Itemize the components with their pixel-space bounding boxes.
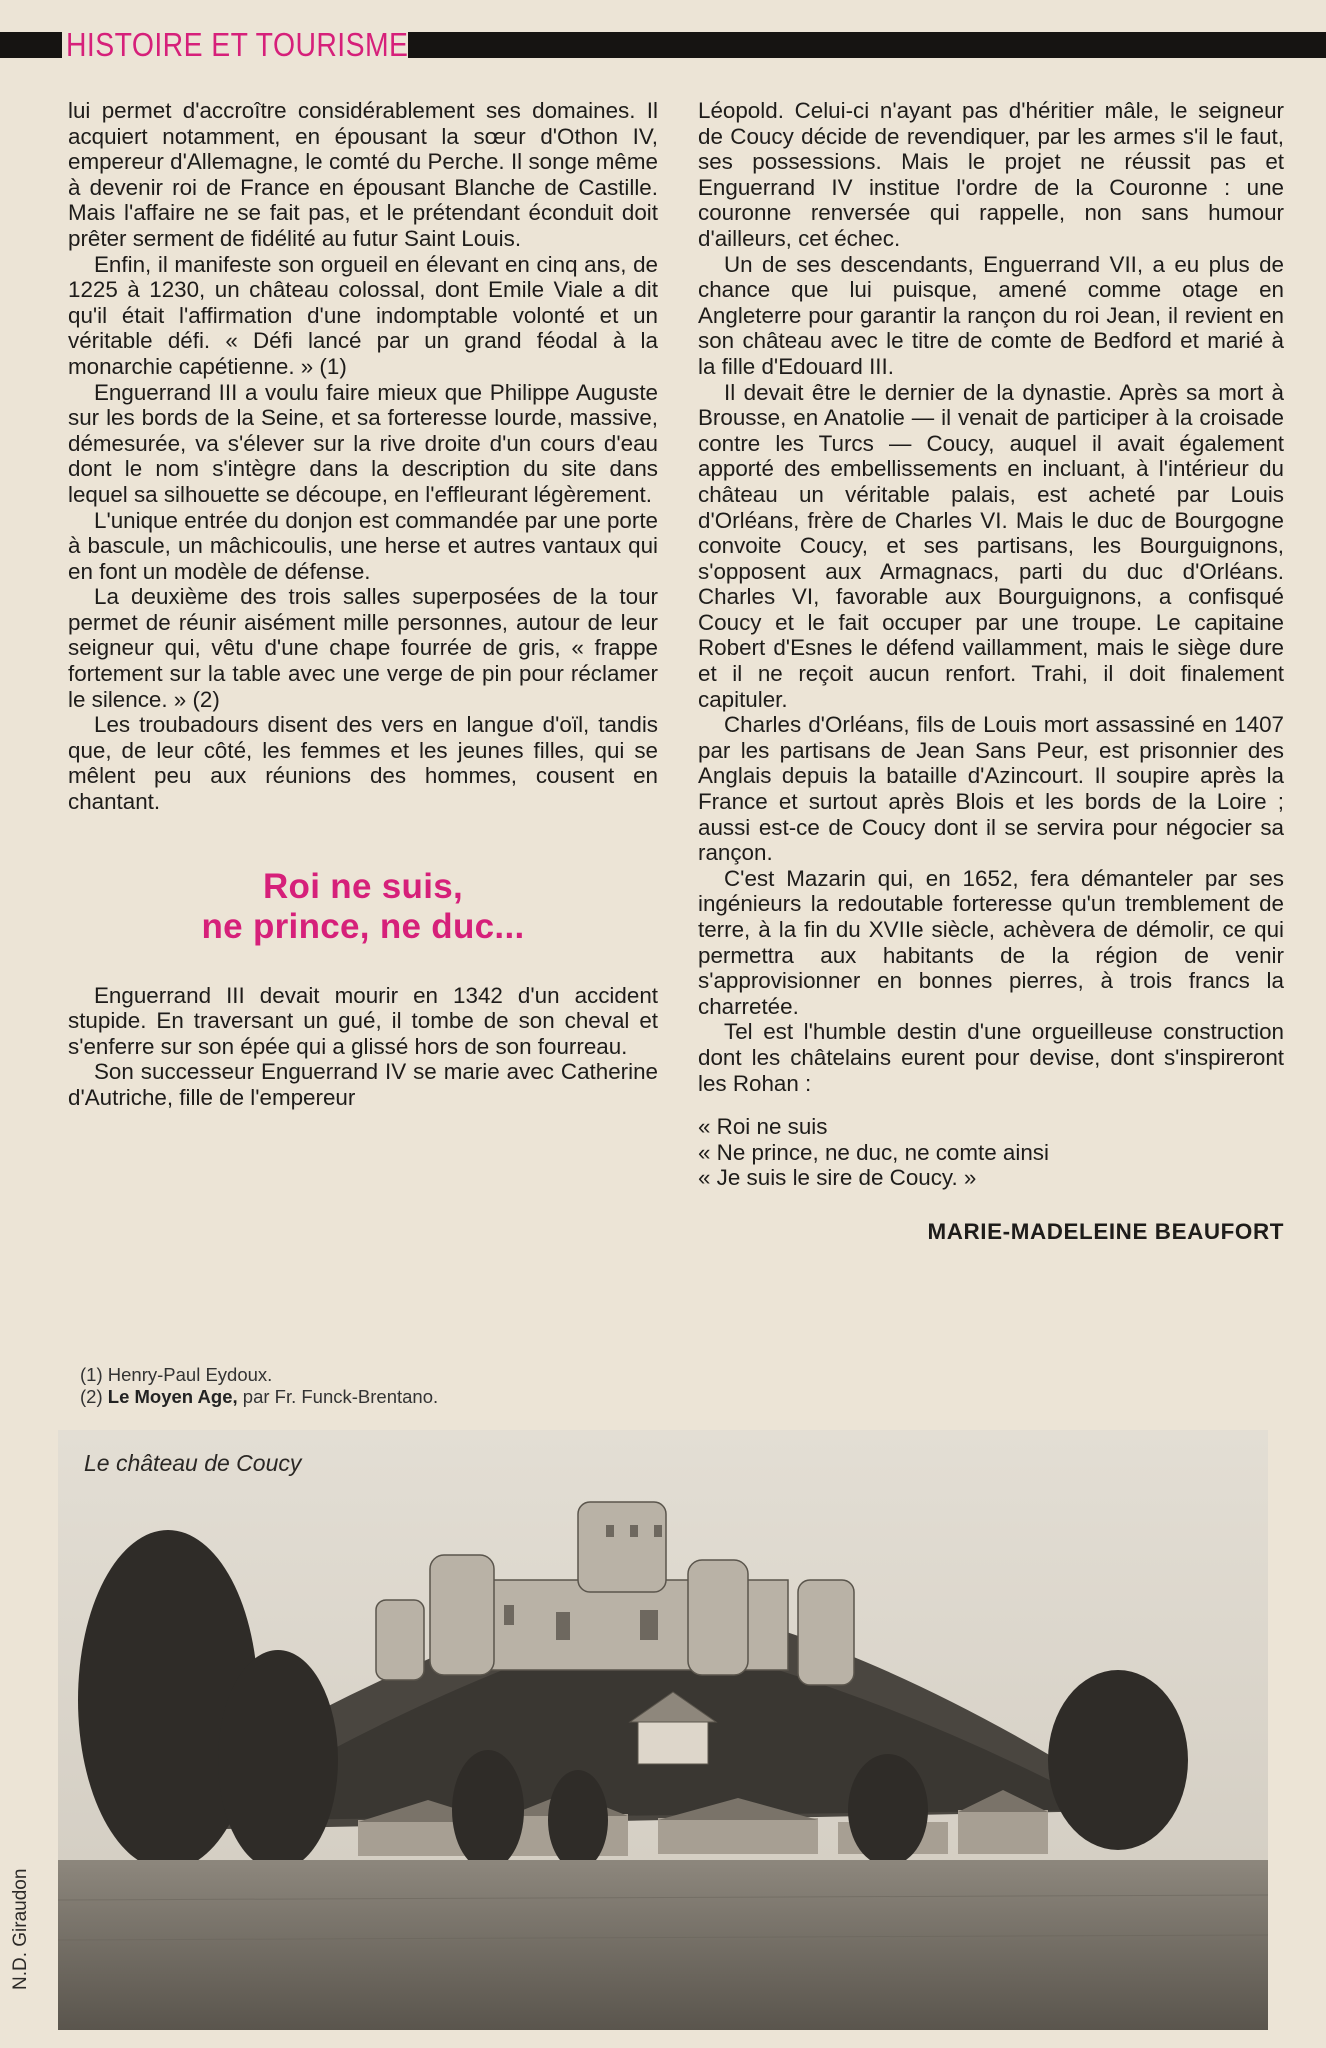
paragraph: Tel est l'humble destin d'une orgueilleuse construction dont les châtelains eurent pour devise, dont s'inspireront les Rohan : xyxy=(698,1019,1284,1096)
header-bar-right xyxy=(408,32,1326,58)
subheading-line-1: Roi ne suis, xyxy=(262,866,464,906)
paragraph: Enguerrand III a voulu faire mieux que Philippe Auguste sur les bords de la Seine, et sa forteresse lourde, massive, démesurée, va s'élever sur la rive droite d'un cours d'eau dont le nom s'intègre dans la description du site dans lequel sa silhouette se découpe, en l'effleurant légèrement. xyxy=(68,379,658,507)
subheading-line-2: ne prince, ne duc... xyxy=(201,906,525,946)
paragraph: Les troubadours disent des vers en langue d'oïl, tandis que, de leur côté, les femmes et les jeunes filles, qui se mêlent peu aux réunions des hommes, cousent en chantant. xyxy=(68,712,658,815)
footnote-2 xyxy=(80,1386,438,1408)
footnote-marker: (1) xyxy=(80,1364,103,1385)
paragraph: L'unique entrée du donjon est commandée par une porte à bascule, un mâchicoulis, une herse et autres vantaux qui en font un modèle de défense. xyxy=(68,507,658,584)
author-signature: MARIE-MADELEINE BEAUFORT xyxy=(927,1218,1284,1244)
section-header xyxy=(0,28,1326,62)
paragraph: C'est Mazarin qui, en 1652, fera démanteler par ses ingénieurs la redoutable forteresse qu'un tremblement de terre, à la fin du XVIIe siècle, achèvera de démolir, ce qui permettra aux habitants de la région de venir s'approvisionner en bonnes pierres, à trois francs la charretée. xyxy=(698,865,1284,1019)
footnote-book-title: Le Moyen Age, xyxy=(107,1386,238,1407)
paragraph: Charles d'Orléans, fils de Louis mort assassiné en 1407 par les partisans de Jean Sans Peur, est prisonnier des Anglais depuis la bataille d'Azincourt. Il soupire après la France et surtout après Blois et les bords de la Loire ; aussi est-ce de Coucy dont il se servira pour négocier sa rançon. xyxy=(698,712,1284,866)
paragraph: lui permet d'accroître considérablement ses domaines. Il acquiert notamment, en épousant la sœur d'Othon IV, empereur d'Allemagne, le comté du Perche. Il songe même à devenir roi de France en épousant Blanche de Castille. Mais l'affaire ne se fait pas, et le prétendant éconduit doit prêter serment de fidélité au futur Saint Louis. xyxy=(68,98,658,251)
subheading xyxy=(68,867,658,947)
footnote-marker: (2) xyxy=(80,1386,103,1407)
paragraph: Il devait être le dernier de la dynastie. Après sa mort à Brousse, en Anatolie — il venait de participer à la croisade contre les Turcs — Coucy, auquel il avait également apporté des embellissements en incluant, à l'intérieur du château un véritable palais, est acheté par Louis d'Orléans, frère de Charles VI. Mais le duc de Bourgogne convoite Coucy, et ses partisans, les Bourguignons, s'opposent aux Armagnacs, parti du duc d'Orléans. Charles VI, favorable aux Bourguignons, a confisqué Coucy et le fait occuper par une troupe. Le capitaine Robert d'Esnes le défend vaillamment, mais le siège dure et il ne reçoit aucun renfort. Trahi, il doit finalement capituler. xyxy=(698,379,1284,712)
quote-line: « Roi ne suis xyxy=(698,1114,828,1140)
paragraph: Léopold. Celui-ci n'ayant pas d'héritier mâle, le seigneur de Coucy décide de revendiquer, par les armes s'il le faut, ses possessions. Mais le projet ne réussit pas et Enguerrand IV institue l'ordre de la Couronne : une couronne renversée qui rappelle, non sans humour d'ailleurs, cet échec. xyxy=(698,98,1284,251)
paragraph: Enfin, il manifeste son orgueil en élevant en cinq ans, de 1225 à 1230, un château colossal, dont Emile Viale a dit qu'il était l'affirmation d'une indomptable volonté et un véritable défi. « Défi lancé par un grand féodal à la monarchie capétienne. » (1) xyxy=(68,251,658,379)
paragraph: Enguerrand III devait mourir en 1342 d'un accident stupide. En traversant un gué, il tombe de son cheval et s'enferre sur son épée qui a glissé hors de son fourreau. xyxy=(68,982,658,1059)
castle-photo-illustration xyxy=(58,1430,1268,2030)
left-column xyxy=(68,98,658,1111)
right-column xyxy=(698,98,1284,1245)
header-bar-left xyxy=(0,32,62,58)
photo-credit: N.D. Giraudon xyxy=(10,1868,31,1990)
quote-line: « Je suis le sire de Coucy. » xyxy=(698,1165,977,1191)
footnote-text: par Fr. Funck-Brentano. xyxy=(242,1386,439,1407)
paragraph: Son successeur Enguerrand IV se marie avec Catherine d'Autriche, fille de l'empereur xyxy=(68,1059,658,1110)
footnote-1 xyxy=(80,1364,438,1386)
footnotes xyxy=(80,1364,438,1408)
motto-quote xyxy=(698,1114,1284,1191)
castle-photo xyxy=(58,1430,1268,2030)
paragraph: Un de ses descendants, Enguerrand VII, a eu plus de chance que lui puisque, amené comme otage en Angleterre pour garantir la rançon du roi Jean, il revient en son château avec le titre de comte de Bedford et marié à la fille d'Edouard III. xyxy=(698,251,1284,379)
photo-caption: Le château de Coucy xyxy=(84,1450,302,1476)
quote-line: « Ne prince, ne duc, ne comte ainsi xyxy=(698,1139,1049,1165)
footnote-text: Henry-Paul Eydoux. xyxy=(107,1364,273,1385)
paragraph: La deuxième des trois salles superposées de la tour permet de réunir aisément mille personnes, autour de leur seigneur qui, vêtu d'une chape fourrée de gris, « frappe fortement sur la table avec une verge de pin pour réclamer le silence. » (2) xyxy=(68,584,658,712)
section-title: HISTOIRE ET TOURISME xyxy=(66,26,409,63)
